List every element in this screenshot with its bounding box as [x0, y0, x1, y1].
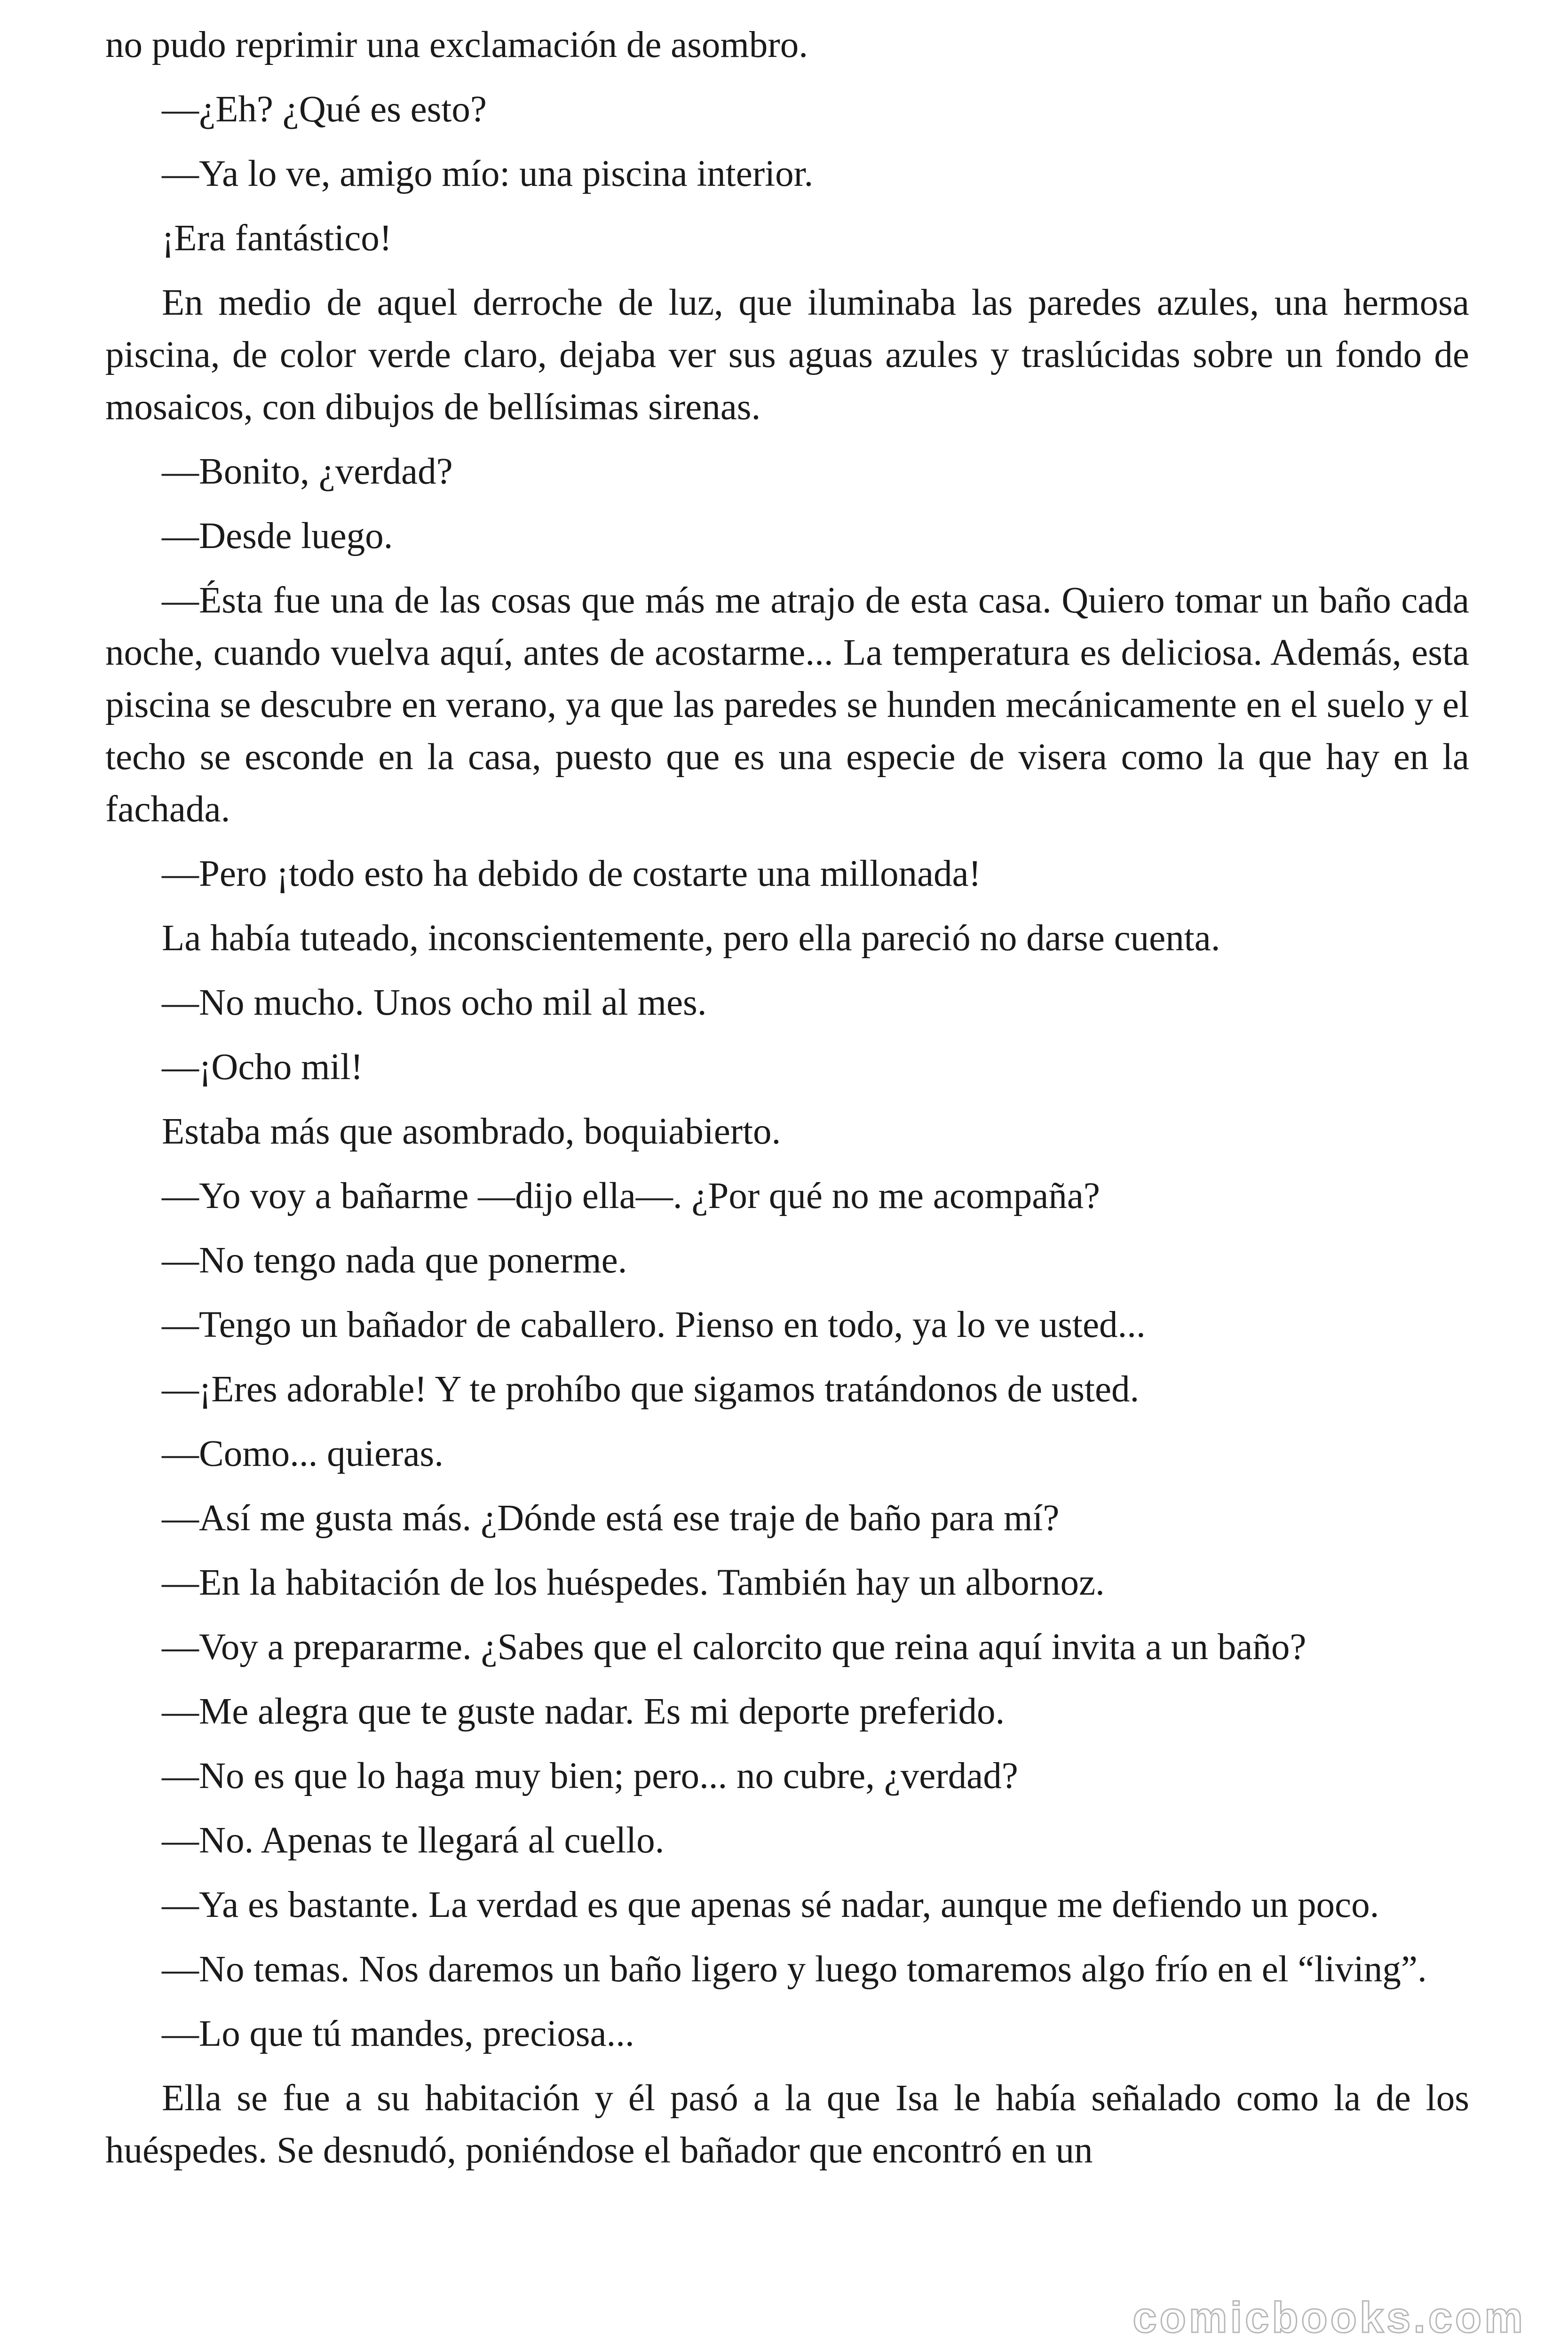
paragraph: —¡Ocho mil!: [162, 1047, 363, 1088]
paragraph: La había tuteado, inconscientemente, pero ella pareció no darse cuenta.: [162, 918, 1220, 959]
paragraph: —Como... quieras.: [162, 1433, 444, 1474]
paragraph: —Me alegra que te guste nadar. Es mi deporte preferido.: [162, 1691, 1005, 1732]
paragraph: —Tengo un bañador de caballero. Pienso en todo, ya lo ve usted...: [162, 1304, 1146, 1345]
paragraph: —No temas. Nos daremos un baño ligero y luego tomaremos algo frío en el “living”.: [162, 1949, 1427, 1990]
paragraph: no pudo reprimir una exclamación de asombro.: [105, 24, 808, 65]
paragraph: —Así me gusta más. ¿Dónde está ese traje de baño para mí?: [162, 1498, 1060, 1539]
paragraph: En medio de aquel derroche de luz, que iluminaba las paredes azules, una hermosa piscina, de color verde claro, dejaba ver sus aguas azules y traslúcidas sobre un fondo de mosaicos, con dibujos de bellísimas sirenas.: [105, 282, 1469, 428]
site-watermark: comicbooks.com: [1132, 2294, 1526, 2342]
paragraph: Ella se fue a su habitación y él pasó a la que Isa le había señalado como la de los huéspedes. Se desnudó, poniéndose el bañador que encontró en un: [105, 2078, 1469, 2171]
paragraph: —Bonito, ¿verdad?: [162, 451, 453, 492]
paragraph: —Desde luego.: [162, 516, 393, 556]
paragraph: —Ya es bastante. La verdad es que apenas sé nadar, aunque me defiendo un poco.: [162, 1884, 1379, 1925]
paragraph: —Ya lo ve, amigo mío: una piscina interior.: [162, 153, 814, 194]
paragraph: —Ésta fue una de las cosas que más me atrajo de esta casa. Quiero tomar un baño cada noche, cuando vuelva aquí, antes de acostarme... La temperatura es deliciosa. Además, esta piscina se descubre en verano, ya que las paredes se hunden mecánicamente en el suelo y el techo se esconde en la casa, puesto que es una especie de visera como la que hay en la fachada.: [105, 580, 1469, 830]
paragraph: —Lo que tú mandes, preciosa...: [162, 2013, 634, 2054]
paragraph: —En la habitación de los huéspedes. También hay un albornoz.: [162, 1562, 1105, 1603]
paragraph: —¡Eres adorable! Y te prohíbo que sigamos tratándonos de usted.: [162, 1369, 1140, 1410]
paragraph: Estaba más que asombrado, boquiabierto.: [162, 1111, 781, 1152]
paragraph: —¿Eh? ¿Qué es esto?: [162, 89, 487, 130]
paragraph: —No es que lo haga muy bien; pero... no cubre, ¿verdad?: [162, 1756, 1018, 1796]
paragraph: —Pero ¡todo esto ha debido de costarte una millonada!: [162, 853, 981, 894]
paragraph: —No. Apenas te llegará al cuello.: [162, 1820, 665, 1861]
paragraph: —No tengo nada que ponerme.: [162, 1240, 627, 1281]
paragraph: —Voy a prepararme. ¿Sabes que el calorcito que reina aquí invita a un baño?: [162, 1627, 1307, 1668]
paragraph: —Yo voy a bañarme —dijo ella—. ¿Por qué no me acompaña?: [162, 1176, 1100, 1216]
paragraph: ¡Era fantástico!: [162, 218, 392, 259]
body-text: [105, 19, 1469, 2189]
paragraph: —No mucho. Unos ocho mil al mes.: [162, 982, 707, 1023]
